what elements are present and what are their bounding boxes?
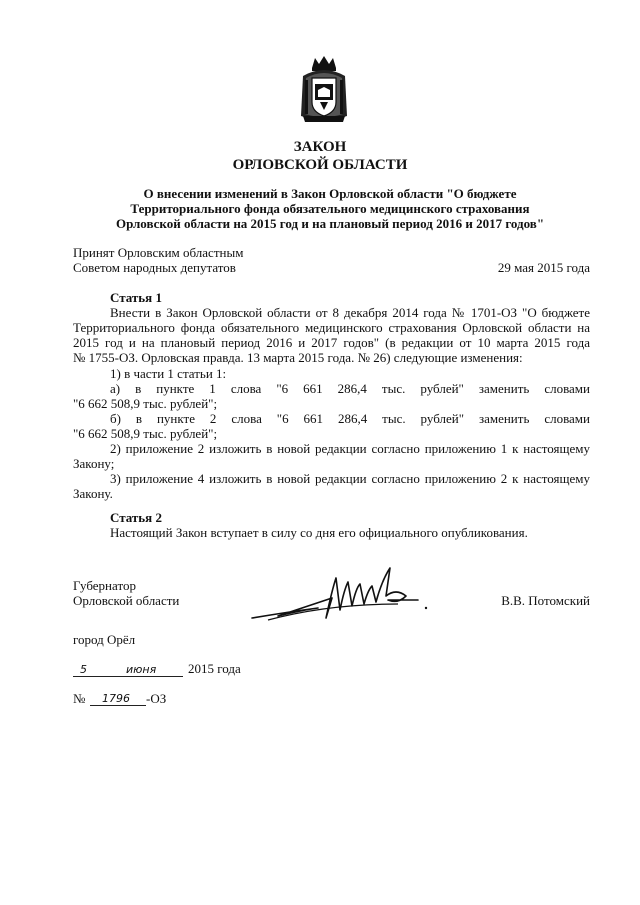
law-subtitle-line-2: Территориального фонда обязательного медицинского страхования	[130, 201, 530, 216]
article-2-heading: Статья 2	[110, 510, 162, 525]
adoption-date: 29 мая 2015 года	[497, 260, 590, 275]
article-1-item-1b: б) в пункте 2 слова "6 661 286,4 тыс. рублей" заменить словами	[110, 411, 590, 426]
law-subtitle-line-1: О внесении изменений в Закон Орловской области "О бюджете	[143, 186, 517, 201]
article-1-item-2: 2) приложение 2 изложить в новой редакции согласно приложению 1 к настоящему	[110, 441, 590, 456]
adoption-line-2: Советом народных депутатов	[73, 260, 236, 275]
article-1-item-3: 3) приложение 4 изложить в новой редакции согласно приложению 2 к настоящему	[110, 471, 590, 486]
article-1-item-2-cont: Закону;	[73, 456, 115, 471]
article-1-item-3-cont: Закону.	[73, 486, 113, 501]
law-title: ЗАКОН	[293, 139, 347, 155]
article-2-text: Настоящий Закон вступает в силу со дня его официального опубликования.	[110, 525, 528, 540]
article-1-item-1a-cont: "6 662 508,9 тыс. рублей";	[73, 396, 218, 411]
date-month: июня	[126, 663, 157, 676]
date-year: 2015 года	[188, 661, 241, 676]
law-number-prefix: №	[73, 691, 86, 706]
article-1-paragraph-line: Внести в Закон Орловской области от 8 декабря 2014 года № 1701-ОЗ "О бюджете	[110, 305, 590, 320]
signatory-role-line-2: Орловской области	[73, 593, 180, 608]
adoption-line-1: Принят Орловским областным	[73, 245, 244, 260]
article-1-paragraph-line: № 1755-ОЗ. Орловская правда. 13 марта 2015 года. № 26) следующие изменения:	[73, 350, 523, 365]
handwritten-signature	[248, 560, 438, 630]
article-1-item-1a: а) в пункте 1 слова "6 661 286,4 тыс. рублей" заменить словами	[110, 381, 590, 396]
law-number: 1796	[102, 692, 130, 705]
coat-of-arms-emblem	[297, 54, 351, 126]
date-day: 5	[80, 663, 87, 676]
article-1-paragraph-line: Территориального фонда обязательного медицинского страхования Орловской области на	[73, 320, 590, 335]
law-subtitle-line-3: Орловской области на 2015 год и на плановый период 2016 и 2017 годов"	[115, 216, 545, 231]
article-1-item-1: 1) в части 1 статьи 1:	[110, 366, 227, 381]
region-title: ОРЛОВСКОЙ ОБЛАСТИ	[232, 157, 408, 173]
article-1-paragraph-line: 2015 год и на плановый период 2016 и 2017 годов" (в редакции от 10 марта 2015 года	[73, 335, 590, 350]
article-1-item-1b-cont: "6 662 508,9 тыс. рублей";	[73, 426, 218, 441]
signatory-name: В.В. Потомский	[501, 593, 590, 608]
city-line: город Орёл	[73, 632, 136, 647]
signatory-role-line-1: Губернатор	[73, 578, 136, 593]
law-number-suffix: -ОЗ	[146, 691, 167, 706]
article-1-heading: Статья 1	[110, 290, 162, 305]
